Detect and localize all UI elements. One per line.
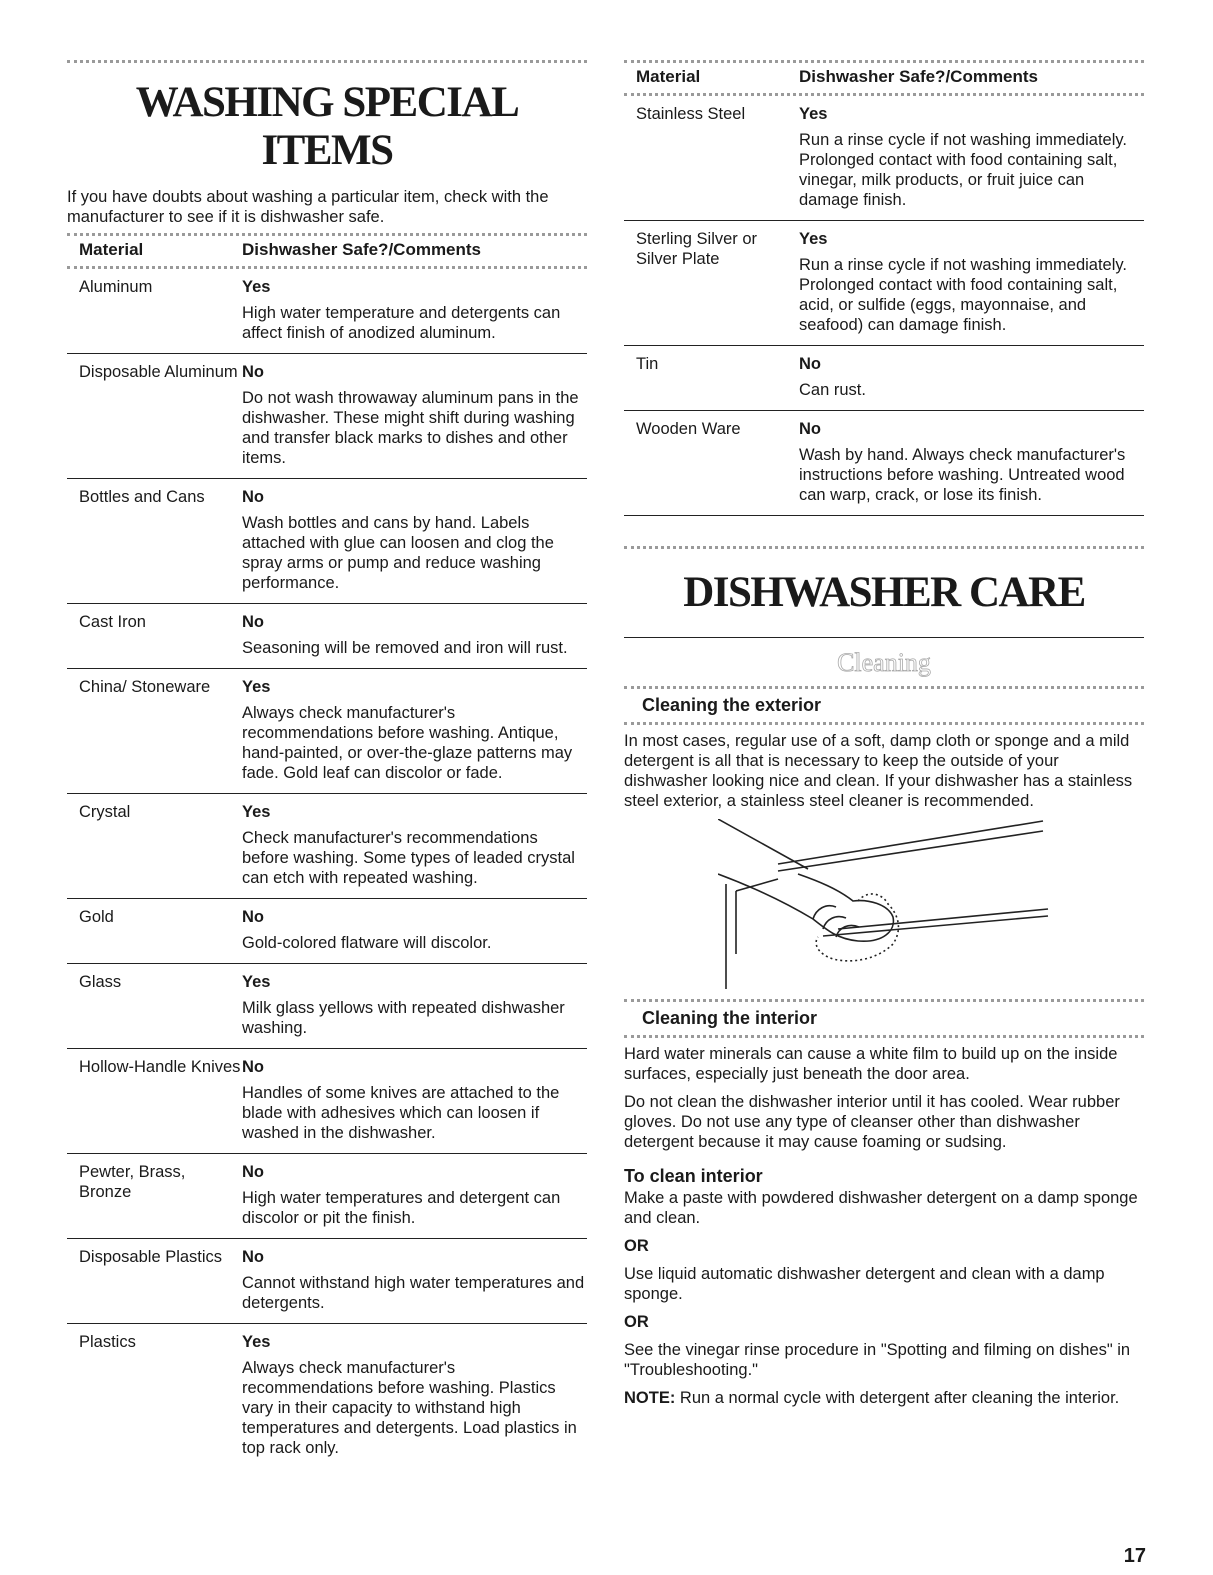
note-text: Run a normal cycle with detergent after cleaning the interior. xyxy=(675,1389,1120,1407)
material-name: China/ Stoneware xyxy=(79,678,211,696)
safe-status: Yes xyxy=(242,678,271,696)
material-info xyxy=(799,419,1144,505)
safe-status: No xyxy=(242,1058,264,1076)
material-name: Sterling Silver or Silver Plate xyxy=(636,230,758,268)
or-label: OR xyxy=(624,1313,649,1331)
table-row xyxy=(624,346,1144,411)
safe-status: Yes xyxy=(242,278,271,296)
exterior-heading: Cleaning the exterior xyxy=(642,695,822,715)
interior-text-2: Do not clean the dishwasher interior until it has cooled. Wear rubber gloves. Do not use any type of cleanser other than dishwasher detergent because it may cause foaming or sudsing. xyxy=(624,1093,1120,1151)
interior-text-4: Use liquid automatic dishwasher detergent and clean with a damp sponge. xyxy=(624,1265,1105,1303)
section-title: WASHING SPECIAL ITEMS xyxy=(135,79,519,174)
interior-text-1: Hard water minerals can cause a white film to build up on the inside surfaces, especially just beneath the door area. xyxy=(624,1045,1118,1083)
material-name: Wooden Ware xyxy=(636,420,741,438)
material-name: Disposable Aluminum xyxy=(79,363,238,381)
material-comment: Run a rinse cycle if not washing immediately. Prolonged contact with food containing salt, acid, or sulfide (eggs, mayonnaise, and seafood) can damage finish. xyxy=(799,256,1128,334)
dotted-rule xyxy=(624,722,1144,725)
table-row xyxy=(67,1324,587,1468)
safe-status: Yes xyxy=(799,230,828,248)
materials-table xyxy=(67,269,587,1468)
safe-status: No xyxy=(242,363,264,381)
interior-text-5: See the vinegar rinse procedure in "Spotting and filming on dishes" in "Troubleshooting." xyxy=(624,1341,1131,1379)
material-info xyxy=(799,104,1144,210)
safe-status: Yes xyxy=(242,803,271,821)
table-row xyxy=(67,669,587,794)
material-name: Plastics xyxy=(79,1333,136,1351)
material-info xyxy=(242,907,587,953)
header-material: Material xyxy=(79,240,144,259)
material-name: Glass xyxy=(79,973,122,991)
safe-status: Yes xyxy=(242,973,271,991)
table-row xyxy=(624,411,1144,515)
or-label: OR xyxy=(624,1237,649,1255)
material-info xyxy=(799,229,1144,335)
page-number: 17 xyxy=(1123,1545,1146,1567)
material-name: Hollow-Handle Knives xyxy=(79,1058,241,1076)
material-comment: High water temperature and detergents can affect finish of anodized aluminum. xyxy=(242,304,561,342)
table-header xyxy=(67,236,587,266)
table-row xyxy=(624,221,1144,346)
material-comment: Handles of some knives are attached to the blade with adhesives which can loosen if washed in the dishwasher. xyxy=(242,1084,560,1142)
material-info xyxy=(242,972,587,1038)
material-info xyxy=(242,1332,587,1458)
material-info xyxy=(242,677,587,783)
table-row xyxy=(67,269,587,354)
material-name: Pewter, Brass, Bronze xyxy=(79,1163,186,1201)
header-comments: Dishwasher Safe?/Comments xyxy=(799,67,1039,86)
safe-status: Yes xyxy=(799,105,828,123)
material-name: Disposable Plastics xyxy=(79,1248,223,1266)
material-info xyxy=(242,802,587,888)
to-clean-heading: To clean interior xyxy=(624,1166,763,1186)
material-info xyxy=(242,487,587,593)
table-header xyxy=(624,63,1144,93)
material-comment: Seasoning will be removed and iron will rust. xyxy=(242,639,568,657)
material-comment: Wash by hand. Always check manufacturer's instructions before washing. Untreated wood can warp, crack, or lose its finish. xyxy=(799,446,1126,504)
dotted-rule xyxy=(67,60,587,63)
material-info xyxy=(242,277,587,343)
table-row xyxy=(67,899,587,964)
note-label: NOTE: xyxy=(624,1389,676,1407)
table-row xyxy=(624,96,1144,221)
table-row xyxy=(67,1049,587,1154)
material-comment: Always check manufacturer's recommendations before washing. Antique, hand-painted, or over-the-glaze patterns may fade. Gold leaf can discolor or fade. xyxy=(242,704,573,782)
cleaning-subtitle: Cleaning xyxy=(837,648,931,677)
wiping-dishwasher-illustration xyxy=(718,819,1058,989)
right-column xyxy=(624,60,1144,1416)
material-name: Aluminum xyxy=(79,278,153,296)
material-info xyxy=(242,1057,587,1143)
material-comment: Run a rinse cycle if not washing immediately. Prolonged contact with food containing salt, vinegar, milk products, or fruit juice can damage finish. xyxy=(799,131,1128,209)
safe-status: No xyxy=(242,613,264,631)
material-comment: Gold-colored flatware will discolor. xyxy=(242,934,492,952)
dotted-rule xyxy=(624,1035,1144,1038)
safe-status: Yes xyxy=(242,1333,271,1351)
safe-status: No xyxy=(799,355,821,373)
header-material: Material xyxy=(636,67,701,86)
table-row xyxy=(67,479,587,604)
left-column xyxy=(67,60,587,1468)
material-name: Bottles and Cans xyxy=(79,488,205,506)
material-comment: High water temperatures and detergent can discolor or pit the finish. xyxy=(242,1189,561,1227)
material-comment: Cannot withstand high water temperatures and detergents. xyxy=(242,1274,585,1312)
material-name: Crystal xyxy=(79,803,131,821)
safe-status: No xyxy=(799,420,821,438)
exterior-text: In most cases, regular use of a soft, damp cloth or sponge and a mild detergent is all that is necessary to keep the outside of your dishwasher looking nice and clean. If your dishwasher has a stainless steel exterior, a stainless steel cleaner is recommended. xyxy=(624,732,1133,810)
note xyxy=(624,1388,1144,1408)
interior-heading: Cleaning the interior xyxy=(642,1008,818,1028)
table-row xyxy=(67,794,587,899)
material-comment: Milk glass yellows with repeated dishwasher washing. xyxy=(242,999,565,1037)
material-info xyxy=(242,1247,587,1313)
material-info xyxy=(242,612,587,658)
care-title: DISHWASHER CARE xyxy=(683,569,1085,616)
safe-status: No xyxy=(242,1163,264,1181)
safe-status: No xyxy=(242,488,264,506)
material-info xyxy=(242,362,587,468)
divider xyxy=(624,637,1144,638)
material-comment: Do not wash throwaway aluminum pans in the dishwasher. These might shift during washing and transfer black marks to dishes and other items. xyxy=(242,389,579,467)
table-row xyxy=(67,1154,587,1239)
divider xyxy=(624,515,1144,516)
safe-status: No xyxy=(242,1248,264,1266)
material-info xyxy=(242,1162,587,1228)
material-comment: Always check manufacturer's recommendations before washing. Plastics vary in their capacity to withstand high temperatures and detergents. Load plastics in top rack only. xyxy=(242,1359,577,1457)
table-row xyxy=(67,354,587,479)
table-row xyxy=(67,604,587,669)
material-comment: Check manufacturer's recommendations before washing. Some types of leaded crystal can etch with repeated washing. xyxy=(242,829,575,887)
material-name: Cast Iron xyxy=(79,613,146,631)
material-comment: Can rust. xyxy=(799,381,866,399)
material-name: Gold xyxy=(79,908,114,926)
safe-status: No xyxy=(242,908,264,926)
material-name: Stainless Steel xyxy=(636,105,746,123)
intro-text: If you have doubts about washing a particular item, check with the manufacturer to see if it is dishwasher safe. xyxy=(67,188,549,226)
material-comment: Wash bottles and cans by hand. Labels attached with glue can loosen and clog the spray arms or pump and reduce washing performance. xyxy=(242,514,554,592)
dotted-rule xyxy=(624,546,1144,549)
table-row xyxy=(67,1239,587,1324)
materials-table xyxy=(624,96,1144,515)
header-comments: Dishwasher Safe?/Comments xyxy=(242,240,482,259)
table-row xyxy=(67,964,587,1049)
material-info xyxy=(799,354,1144,400)
interior-text-3: Make a paste with powdered dishwasher detergent on a damp sponge and clean. xyxy=(624,1189,1138,1227)
material-name: Tin xyxy=(636,355,659,373)
